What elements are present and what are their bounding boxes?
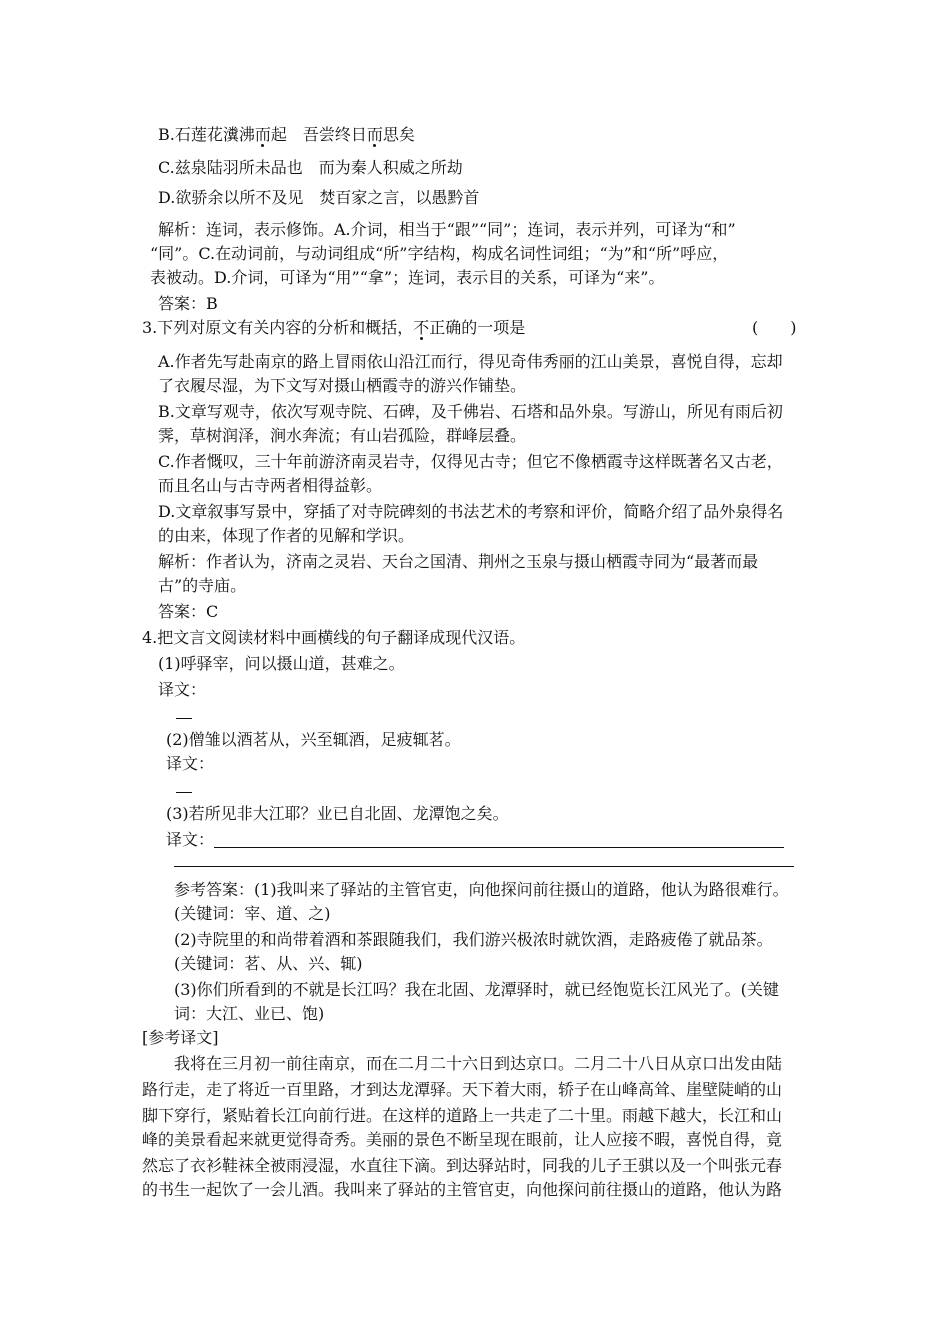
answer-line — [176, 792, 192, 793]
q2-analysis-line: 解析：连词，表示修饰。A.介词，相当于“跟”“同”；连词，表示并列，可译为“和” — [158, 220, 736, 239]
q4-stem: 4.把文言文阅读材料中画横线的句子翻译成现代汉语。 — [142, 628, 526, 647]
q3-option-line: 霁，草树润泽，涧水奔流；有山岩孤险，群峰层叠。 — [158, 426, 527, 445]
option-b-text: 瀵沸 — [222, 125, 255, 144]
q3-option-line: 的由来，体现了作者的见解和学识。 — [158, 526, 415, 545]
answer-line — [176, 718, 192, 719]
q2-option-b — [158, 123, 415, 147]
q4-sentence-3: (3)若所见非大江耶？业已自北固、龙潭饱之矣。 — [166, 804, 509, 823]
answer-line — [214, 847, 784, 848]
q4-reference-line: 参考答案：(1)我叫来了驿站的主管官吏，向他探问前往摄山的道路，他认为路很难行。 — [174, 880, 789, 899]
q2-option-d: D.欲骄余以所不及见 焚百家之言，以愚黔首 — [158, 188, 480, 207]
q4-reference-line: (关键词：茗、从、兴、辄) — [174, 954, 363, 973]
q4-reference-line: (2)寺院里的和尚带着酒和茶跟随我们，我们游兴极浓时就饮酒，走路疲倦了就品茶。 — [174, 930, 773, 949]
q4-sentence-2: (2)僧雏以酒茗从，兴至辄酒，足疲辄茗。 — [166, 730, 461, 749]
q4-translation-label-2: 译文： — [166, 754, 215, 773]
q3-option-line: 了衣履尽湿，为下文写对摄山栖霞寺的游兴作铺垫。 — [158, 376, 527, 395]
q3-analysis-line: 解析：作者认为，济南之灵岩、天台之国清、荆州之玉泉与摄山栖霞寺同为“最著而最 — [158, 552, 759, 571]
q2-analysis-line: 表被动。D.介词，可译为“用”“拿”；连词，表示目的关系，可译为“来”。 — [150, 268, 665, 287]
q4-sentence-1: (1)呼驿宰，问以摄山道，甚难之。 — [158, 654, 405, 673]
q3-option-line: 而且名山与古寺两者相得益彰。 — [158, 476, 383, 495]
q2-analysis-line: “同”。C.在动词前，与动词组成“所”字结构，构成名词性词组；“为”和“所”呼应， — [150, 244, 729, 263]
q3-answer: 答案：C — [158, 602, 219, 621]
emphasis-mark: 而 — [254, 125, 271, 144]
q4-reference-line: (3)你们所看到的不就是长江吗？我在北固、龙潭驿时，就已经饱览长江风光了。(关键 — [174, 980, 779, 999]
q3-stem-text: 3.下列对原文有关内容的分析和概括， — [142, 318, 414, 337]
answer-line — [174, 866, 794, 867]
translation-line: 脚下穿行，紧贴着长江向前行进。在这样的道路上一共走了二十里。雨越下越大，长江和山 — [142, 1106, 783, 1125]
q3-stem — [142, 316, 525, 340]
q3-stem-text: 正确的一项是 — [429, 318, 526, 337]
translation-heading: [参考译文] — [142, 1028, 219, 1047]
translation-line: 然忘了衣衫鞋袜全被雨浸湿，水直往下滴。到达驿站时，同我的儿子王骐以及一个叫张元春 — [142, 1156, 783, 1175]
q3-analysis-line: 古”的寺庙。 — [158, 576, 247, 595]
q2-answer: 答案：B — [158, 294, 218, 313]
q4-reference-line: 词：大江、业已、饱) — [174, 1004, 325, 1023]
q2-option-c: C.兹泉陆羽所未品也 而为秦人积威之所劫 — [158, 158, 463, 177]
translation-line: 我将在三月初一前往南京，而在二月二十六日到达京口。二月二十八日从京口出发由陆 — [174, 1054, 783, 1073]
translation-line: 的书生一起饮了一会儿酒。我叫来了驿站的主管官吏，向他探问前往摄山的道路，他认为路 — [142, 1180, 783, 1199]
translation-line: 峰的美景看起来就更觉得奇秀。美丽的景色不断呈现在眼前，让人应接不暇，喜悦自得，竟 — [142, 1130, 783, 1149]
option-b-text: 起 吾尝终日 — [270, 125, 367, 144]
option-b-text: 思矣 — [382, 125, 415, 144]
q3-option-line: A.作者先写赴南京的路上冒雨依山沿江而行，得见奇伟秀丽的江山美景，喜悦自得，忘却 — [158, 352, 783, 371]
q4-translation-label-3: 译文： — [166, 830, 215, 849]
q3-option-line: B.文章写观寺，依次写观寺院、石碑，及千佛岩、石塔和品外泉。写游山，所见有雨后初 — [158, 402, 783, 421]
option-b-text: B.石莲花 — [158, 125, 223, 144]
emphasis-mark: 不 — [413, 318, 430, 337]
q3-option-line: C.作者慨叹，三十年前游济南灵岩寺，仅得见古寺；但它不像栖霞寺这样既著名又古老， — [158, 452, 783, 471]
emphasis-mark: 而 — [366, 125, 383, 144]
translation-line: 路行走，走了将近一百里路，才到达龙潭驿。天下着大雨，轿子在山峰高耸、崖壁陡峭的山 — [142, 1080, 783, 1099]
q3-option-line: D.文章叙事写景中，穿插了对寺院碑刻的书法艺术的考察和评价，简略介绍了品外泉得名 — [158, 502, 784, 521]
q3-answer-bracket: ( ) — [752, 318, 797, 337]
q4-reference-line: (关键词：宰、道、之) — [174, 904, 331, 923]
q4-translation-label-1: 译文： — [158, 680, 207, 699]
